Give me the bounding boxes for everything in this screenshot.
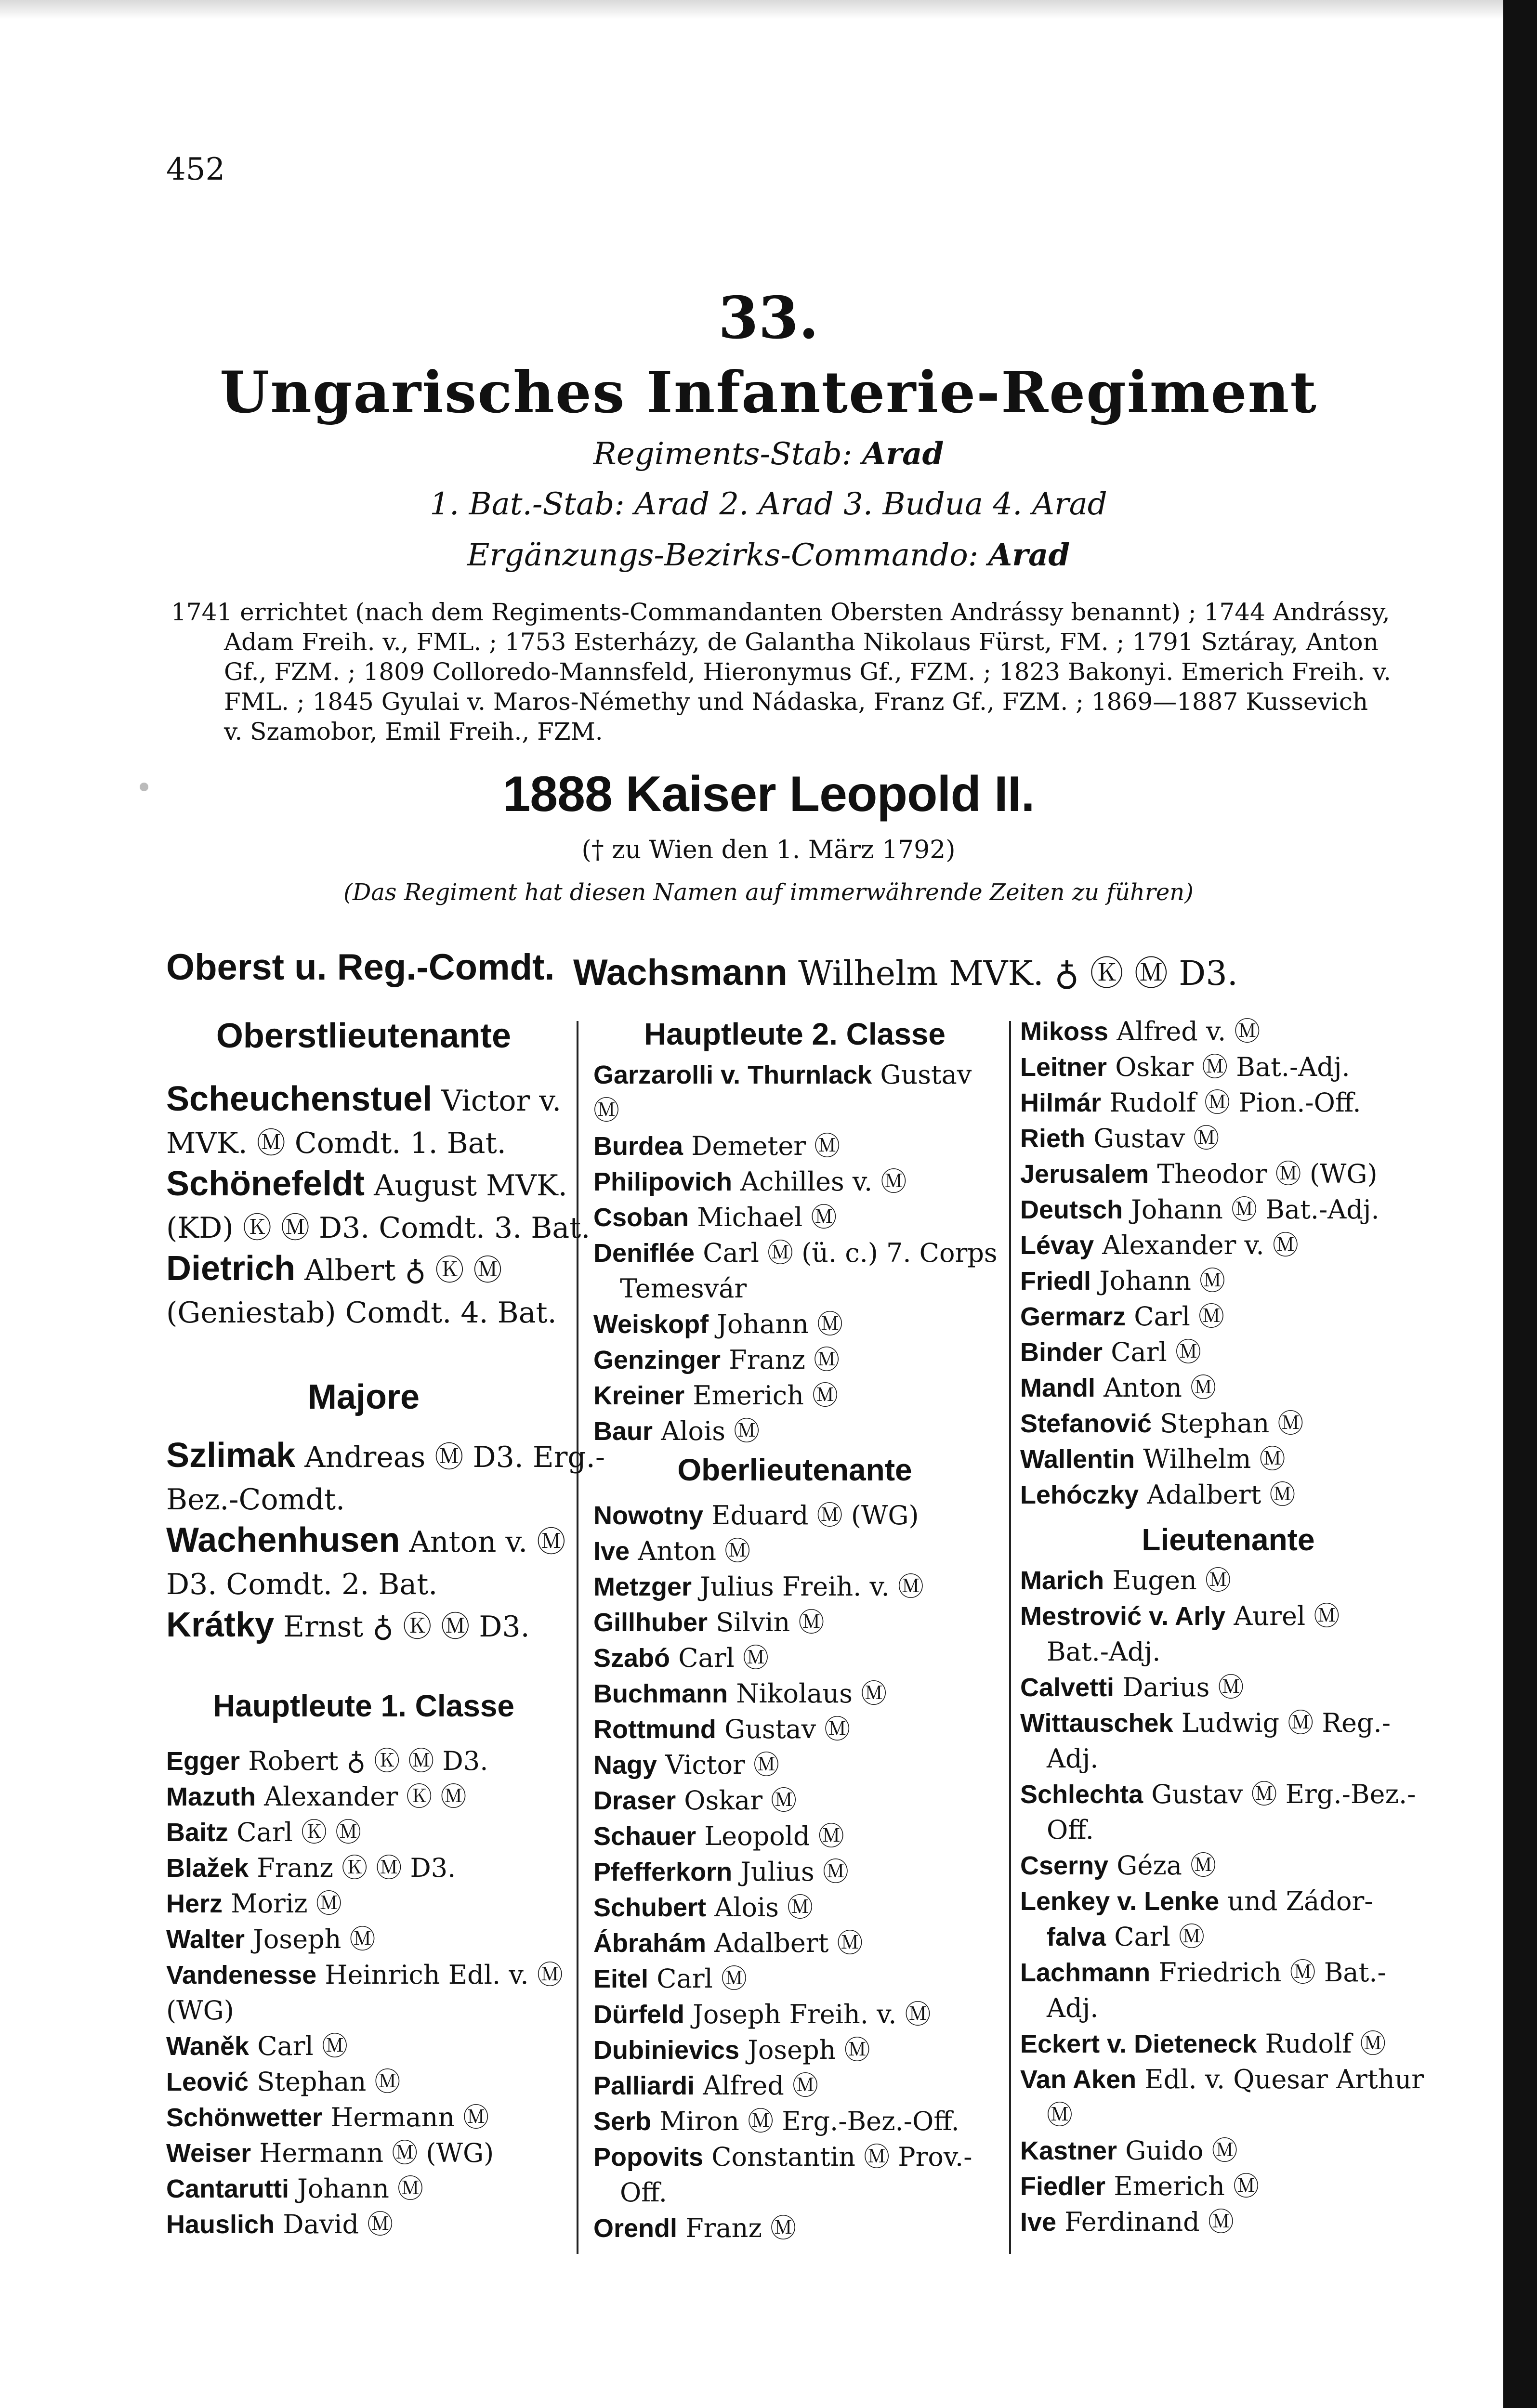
list-item: Hilmár Rudolf Ⓜ Pion.-Off.	[1020, 1087, 1361, 1118]
list-item: Gillhuber Silvin Ⓜ	[593, 1607, 825, 1637]
erg-label: Ergänzungs-Bezirks-Commando:	[467, 537, 979, 573]
list-item: Ive Ferdinand Ⓜ	[1020, 2207, 1234, 2237]
col3-oberlt-list	[1020, 1014, 1379, 1513]
list-item: Adj.	[1047, 1743, 1099, 1774]
list-item: Wallentin Wilhelm Ⓜ	[1020, 1444, 1286, 1474]
list-item: Draser Oskar Ⓜ	[593, 1785, 797, 1816]
inhaber-note: (Das Regiment hat diesen Namen auf immerwährende Zeiten zu führen)	[343, 879, 1194, 906]
list-item: Blažek Franz Ⓚ Ⓜ D3.	[166, 1853, 456, 1883]
list-item: Jerusalem Theodor Ⓜ (WG)	[1020, 1159, 1378, 1189]
majore-list	[166, 1435, 605, 1647]
list-item: Wittauschek Ludwig Ⓜ Reg.-	[1020, 1708, 1391, 1738]
history-line: Adam Freih. v., FML. ; 1753 Esterházy, de Galantha Nikolaus Fürst, FM. ; 1791 Sztáray, Anton	[224, 628, 1379, 656]
list-item: Serb Miron Ⓜ Erg.-Bez.-Off.	[593, 2106, 959, 2136]
list-item: Mikoss Alfred v. Ⓜ	[1020, 1016, 1261, 1047]
list-item: Lehóczky Adalbert Ⓜ	[1020, 1479, 1296, 1510]
list-item: Rottmund Gustav Ⓜ	[593, 1714, 851, 1744]
list-item: Bez.-Comdt.	[166, 1483, 345, 1517]
erg-line	[0, 537, 1537, 573]
battalions-line: 1. Bat.-Stab: Arad 2. Arad 3. Budua 4. Arad	[430, 486, 1107, 522]
list-item: Szabó Carl Ⓜ	[593, 1643, 769, 1673]
history-line: v. Szamobor, Emil Freih., FZM.	[224, 718, 603, 746]
list-item: Hauslich David Ⓜ	[166, 2209, 394, 2239]
history-line: Gf., FZM. ; 1809 Colloredo-Mannsfeld, Hieronymus Gf., FZM. ; 1823 Bakonyi. Emerich Freih. v.	[224, 658, 1392, 686]
list-item: Burdea Demeter Ⓜ	[593, 1131, 841, 1161]
history-line: 1741 errichtet (nach dem Regiments-Commandanten Obersten Andrássy benannt) ; 1744 Andrássy,	[171, 598, 1390, 626]
list-item: Friedl Johann Ⓜ	[1020, 1266, 1226, 1296]
oberst-surname: Wachsmann	[573, 952, 788, 993]
heading-lieutenante: Lieutenante	[1142, 1522, 1315, 1557]
list-item: MVK. Ⓜ Comdt. 1. Bat.	[166, 1126, 506, 1160]
list-item: Szlimak Andreas Ⓜ D3. Erg.-	[166, 1436, 605, 1475]
oberstlt-list	[166, 1079, 590, 1333]
list-item: (Geniestab) Comdt. 4. Bat.	[166, 1296, 557, 1330]
list-item: Rieth Gustav Ⓜ	[1020, 1123, 1220, 1153]
list-item: Metzger Julius Freih. v. Ⓜ	[593, 1571, 924, 1602]
inhaber-heading: 1888 Kaiser Leopold II.	[502, 766, 1035, 822]
list-item: Schönefeldt August MVK.	[166, 1165, 567, 1203]
list-item: Vandenesse Heinrich Edl. v. Ⓜ	[166, 1960, 563, 1990]
erg-location: Arad	[988, 537, 1070, 573]
list-item: Marich Eugen Ⓜ	[1020, 1565, 1231, 1596]
list-item: Weiskopf Johann Ⓜ	[593, 1309, 843, 1339]
column-divider-right	[1009, 1021, 1011, 2254]
list-item: Dürfeld Joseph Freih. v. Ⓜ	[593, 1999, 931, 2029]
list-item: Philipovich Achilles v. Ⓜ	[593, 1166, 907, 1197]
oberst-label: Oberst u. Reg.-Comdt.	[166, 947, 555, 988]
list-item: Baur Alois Ⓜ	[593, 1416, 760, 1446]
list-item: Pfefferkorn Julius Ⓜ	[593, 1857, 849, 1887]
staff-label: Regiments-Stab:	[593, 436, 853, 472]
list-item: Cserny Géza Ⓜ	[1020, 1850, 1217, 1881]
list-item: Orendl Franz Ⓜ	[593, 2213, 797, 2243]
list-item: falva Carl Ⓜ	[1047, 1922, 1205, 1952]
list-item: Leitner Oskar Ⓜ Bat.-Adj.	[1020, 1052, 1350, 1082]
list-item: Csoban Michael Ⓜ	[593, 1202, 837, 1232]
list-item: Ábrahám Adalbert Ⓜ	[593, 1928, 863, 1958]
list-item: Off.	[1047, 1815, 1094, 1845]
list-item: Cantarutti Johann Ⓜ	[166, 2173, 424, 2204]
oberst-details: Wilhelm MVK. ♁ Ⓚ Ⓜ D3.	[798, 954, 1238, 993]
list-item: Schubert Alois Ⓜ	[593, 1892, 814, 1923]
list-item: Ive Anton Ⓜ	[593, 1536, 751, 1566]
list-item: Nowotny Eduard Ⓜ (WG)	[593, 1500, 919, 1531]
hauptleute1-list	[166, 1743, 563, 2242]
list-item: Ⓜ	[593, 1095, 619, 1125]
list-item: Eitel Carl Ⓜ	[593, 1963, 747, 1994]
heading-oberlieutenante: Oberlieutenante	[677, 1453, 912, 1487]
list-item: D3. Comdt. 2. Bat.	[166, 1568, 438, 1601]
lieutenante-list	[1020, 1563, 1424, 2240]
list-item: Adj.	[1047, 1993, 1099, 2023]
list-item: Calvetti Darius Ⓜ	[1020, 1672, 1244, 1702]
staff-location: Arad	[862, 436, 944, 472]
inhaber-death: († zu Wien den 1. März 1792)	[581, 836, 956, 864]
list-item: Buchmann Nikolaus Ⓜ	[593, 1678, 887, 1709]
list-item: Schlechta Gustav Ⓜ Erg.-Bez.-	[1020, 1779, 1416, 1809]
list-item: Baitz Carl Ⓚ Ⓜ	[166, 1817, 362, 1847]
list-item: Waněk Carl Ⓜ	[166, 2031, 348, 2061]
list-item: Lachmann Friedrich Ⓜ Bat.-	[1020, 1957, 1386, 1988]
list-item: Scheuchenstuel Victor v.	[166, 1080, 562, 1118]
hauptleute2-list	[593, 1057, 998, 1449]
oberst-entry	[573, 946, 1238, 995]
list-item: Temesvár	[620, 1273, 747, 1304]
list-item: (KD) Ⓚ Ⓜ D3. Comdt. 3. Bat.	[166, 1211, 591, 1245]
list-item: Leović Stephan Ⓜ	[166, 2067, 401, 2097]
heading-majore: Majore	[307, 1378, 420, 1416]
list-item: Dubinievics Joseph Ⓜ	[593, 2035, 870, 2065]
list-item: Fiedler Emerich Ⓜ	[1020, 2171, 1260, 2201]
list-item: Deniflée Carl Ⓜ (ü. c.) 7. Corps	[593, 1238, 998, 1268]
heading-hauptleute-1: Hauptleute 1. Classe	[213, 1688, 514, 1723]
list-item: Herz Moriz Ⓜ	[166, 1888, 342, 1919]
list-item: Egger Robert ♁ Ⓚ Ⓜ D3.	[166, 1746, 488, 1776]
regiment-number: 33.	[718, 284, 819, 352]
list-item: Lévay Alexander v. Ⓜ	[1020, 1230, 1299, 1260]
heading-hauptleute-2: Hauptleute 2. Classe	[644, 1017, 946, 1051]
list-item: Popovits Constantin Ⓜ Prov.-	[593, 2142, 972, 2172]
list-item: Mestrović v. Arly Aurel Ⓜ	[1020, 1601, 1340, 1631]
regiment-staff-line	[0, 436, 1537, 472]
list-item: Genzinger Franz Ⓜ	[593, 1345, 840, 1375]
list-item: Mandl Anton Ⓜ	[1020, 1373, 1217, 1403]
heading-oberstlieutenante: Oberstlieutenante	[216, 1017, 512, 1055]
list-item: Bat.-Adj.	[1047, 1636, 1161, 1667]
list-item: Krátky Ernst ♁ Ⓚ Ⓜ D3.	[166, 1606, 530, 1644]
list-item: Germarz Carl Ⓜ	[1020, 1301, 1225, 1332]
list-item: Nagy Victor Ⓜ	[593, 1750, 779, 1780]
list-item: Garzarolli v. Thurnlack Gustav	[593, 1060, 972, 1090]
list-item: Binder Carl Ⓜ	[1020, 1337, 1201, 1367]
list-item: Dietrich Albert ♁ Ⓚ Ⓜ	[166, 1249, 502, 1288]
list-item: (WG)	[166, 1995, 234, 2026]
list-item: Van Aken Edl. v. Quesar Arthur	[1020, 2064, 1424, 2094]
list-item: Eckert v. Dieteneck Rudolf Ⓜ	[1020, 2028, 1386, 2059]
history-line: FML. ; 1845 Gyulai v. Maros-Némethy und Nádaska, Franz Gf., FZM. ; 1869—1887 Kussevich	[224, 688, 1368, 716]
list-item: Walter Joseph Ⓜ	[166, 1924, 376, 1954]
scan-top-edge	[0, 0, 1537, 19]
list-item: Ⓜ	[1047, 2100, 1073, 2130]
list-item: Mazuth Alexander Ⓚ Ⓜ	[166, 1781, 467, 1812]
list-item: Lenkey v. Lenke und Zádor-	[1020, 1886, 1373, 1916]
list-item: Palliardi Alfred Ⓜ	[593, 2070, 819, 2101]
list-item: Kreiner Emerich Ⓜ	[593, 1380, 839, 1411]
list-item: Weiser Hermann Ⓜ (WG)	[166, 2138, 494, 2168]
oberlt-list	[593, 1498, 972, 2246]
list-item: Stefanović Stephan Ⓜ	[1020, 1408, 1304, 1439]
list-item: Deutsch Johann Ⓜ Bat.-Adj.	[1020, 1194, 1379, 1225]
page-number: 452	[166, 152, 225, 187]
regiment-history	[171, 597, 1419, 746]
list-item: Schönwetter Hermann Ⓜ	[166, 2102, 489, 2133]
list-item: Schauer Leopold Ⓜ	[593, 1821, 844, 1851]
list-item: Kastner Guido Ⓜ	[1020, 2135, 1238, 2166]
list-item: Off.	[620, 2177, 667, 2208]
regiment-title: Ungarisches Infanterie-Regiment	[220, 359, 1317, 426]
list-item: Wachenhusen Anton v. Ⓜ	[166, 1521, 566, 1559]
